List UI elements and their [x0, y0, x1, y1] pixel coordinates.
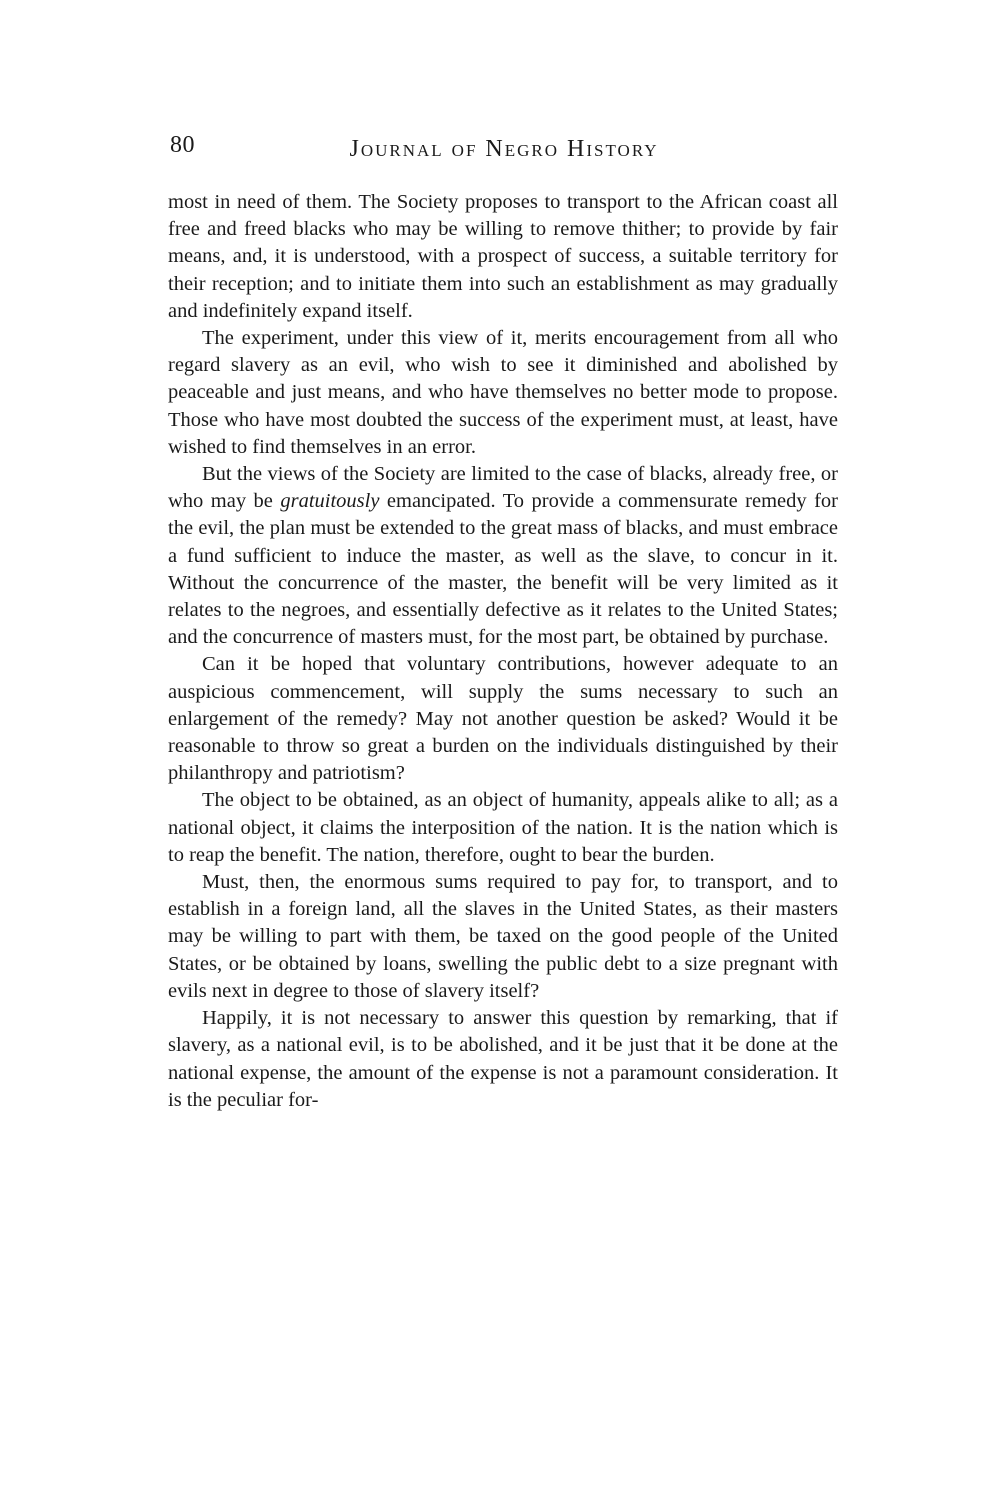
- paragraph-text: The object to be obtained, as an object of humanity, appeals alike to all; as a national object, it claims the interposition of the nation. It is the nation which is to reap the benefit. The nation, therefore, ought to bear the burden.: [168, 789, 838, 866]
- paragraph-text: But the views of the Society are limited to the case of blacks, already free, or who may be: [168, 463, 838, 513]
- paragraph: [168, 651, 838, 787]
- running-head: [170, 128, 838, 172]
- page-number: 80: [170, 132, 195, 158]
- italic-word: gratuitously: [280, 490, 380, 513]
- paragraph: [168, 461, 838, 651]
- paragraph-text: most in need of them. The Society proposes to transport to the African coast all free and freed blacks who may be willing to remove thither; to provide by fair means, and, it is understood, with a prospect of success, a suitable territory for their reception; and to initiate them into such an establishment as may gradually and indefinitely expand itself.: [168, 191, 838, 322]
- paragraph-text: Must, then, the enormous sums required to pay for, to transport, and to establish in a foreign land, all the slaves in the United States, as their masters may be willing to part with them, be taxed on the good people of the United States, or be obtained by loans, swelling the public debt to a size pregnant with evils next in degree to those of slavery itself?: [168, 871, 838, 1002]
- journal-title: Journal of Negro History: [349, 136, 659, 162]
- paragraph: [168, 787, 838, 869]
- paragraph: [168, 325, 838, 461]
- paragraph-text: Happily, it is not necessary to answer this question by remarking, that if slavery, as a national evil, is to be abolished, and it be just that it be done at the national expense, the amount of the expense is not a paramount consideration. It is the peculiar for-: [168, 1007, 838, 1111]
- paragraph-text: The experiment, under this view of it, merits encouragement from all who regard slavery as an evil, who wish to see it diminished and abolished by peaceable and just means, and who have themselves no better mode to propose. Those who have most doubted the success of the experiment must, at least, have wished to find themselves in an error.: [168, 327, 838, 458]
- paragraph-text: Can it be hoped that voluntary contributions, however adequate to an auspicious commencement, will supply the sums necessary to such an enlargement of the remedy? May not another question be asked? Would it be reasonable to throw so great a burden on the individuals distinguished by their philanthropy and patriotism?: [168, 653, 838, 785]
- paragraph-continued: [168, 189, 838, 325]
- body-text: [168, 189, 838, 1114]
- paragraph-text: emancipated. To provide a commensurate remedy for the evil, the plan must be extended to the great mass of blacks, and must embrace a fund sufficient to induce the master, as well as the slave, to concur in it. Without the concurrence of the master, the benefit will be very limited as it relates to the negroes, and essentially defective as it relates to the United States; and the concurrence of masters must, for the most part, be obtained by purchase.: [168, 490, 838, 649]
- paragraph: [168, 869, 838, 1005]
- paragraph: [168, 1005, 838, 1114]
